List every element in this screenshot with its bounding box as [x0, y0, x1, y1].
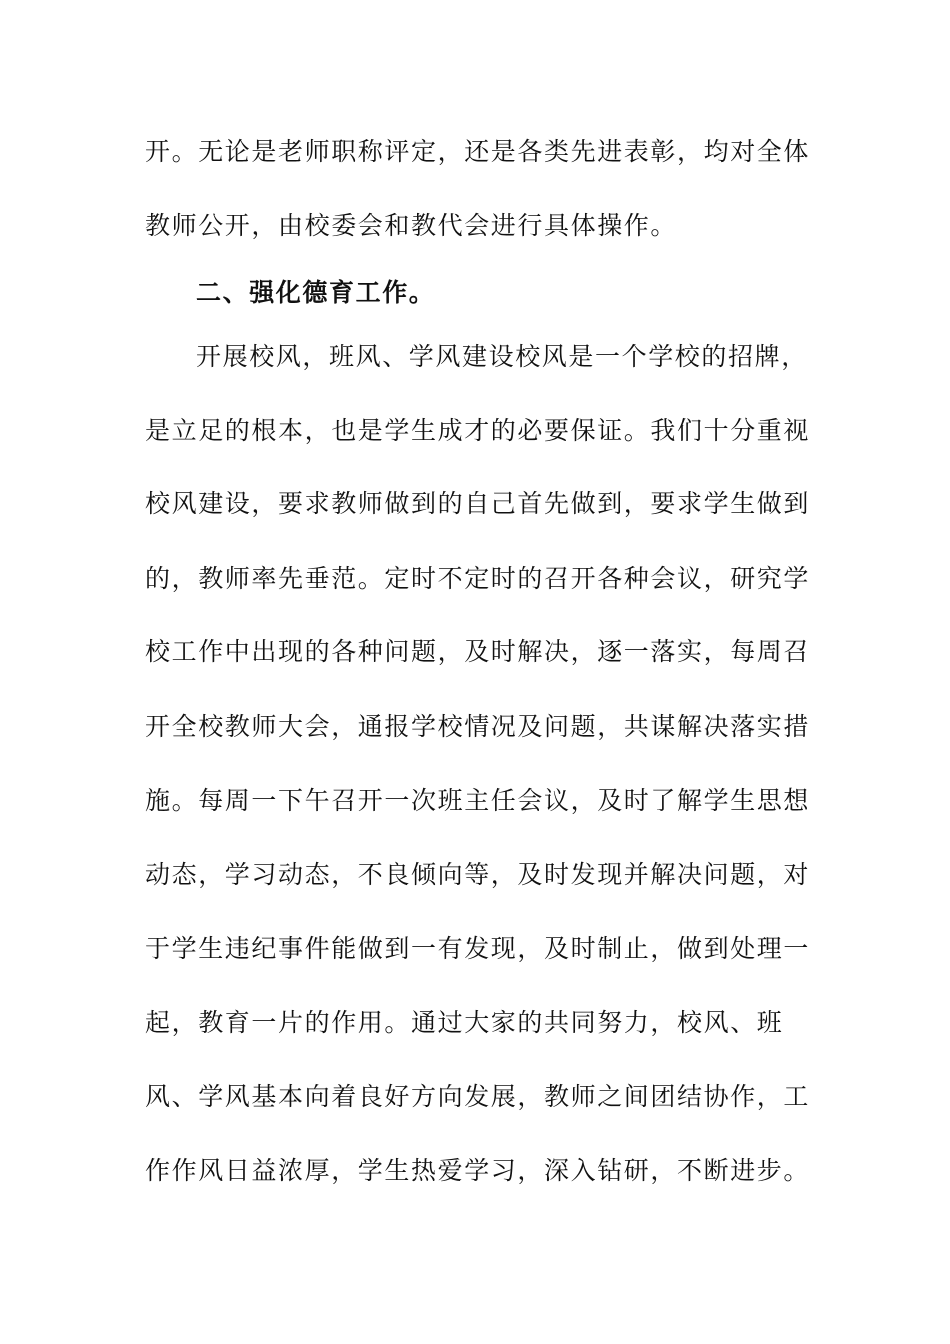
paragraph-line: 开展校风，班风、学风建设校风是一个学校的招牌，	[196, 342, 808, 371]
paragraph-line: 的，教师率先垂范。定时不定时的召开各种会议，研究学	[145, 564, 811, 593]
paragraph-line: 是立足的根本，也是学生成才的必要保证。我们十分重视	[145, 416, 811, 445]
paragraph-line: 施。每周一下午召开一次班主任会议，及时了解学生思想	[145, 786, 811, 815]
paragraph-line: 校工作中出现的各种问题，及时解决，逐一落实，每周召	[145, 637, 811, 666]
paragraph-line: 开全校教师大会，通报学校情况及问题，共谋解决落实措	[145, 712, 811, 741]
paragraph-line: 风、学风基本向着良好方向发展，教师之间团结协作，工	[145, 1082, 811, 1111]
paragraph-line: 动态，学习动态，不良倾向等，及时发现并解决问题，对	[145, 860, 811, 889]
paragraph-line: 教师公开，由校委会和教代会进行具体操作。	[145, 211, 678, 240]
paragraph-line: 开。无论是老师职称评定，还是各类先进表彰，均对全体	[145, 137, 811, 166]
paragraph-line: 起，教育一片的作用。通过大家的共同努力，校风、班	[145, 1008, 784, 1037]
paragraph-line: 校风建设，要求教师做到的自己首先做到，要求学生做到	[145, 489, 811, 518]
section-heading: 二、强化德育工作。	[196, 278, 436, 307]
paragraph-line: 作作风日益浓厚，学生热爱学习，深入钻研，不断进步。	[145, 1156, 811, 1185]
paragraph-line: 于学生违纪事件能做到一有发现，及时制止，做到处理一	[145, 934, 811, 963]
